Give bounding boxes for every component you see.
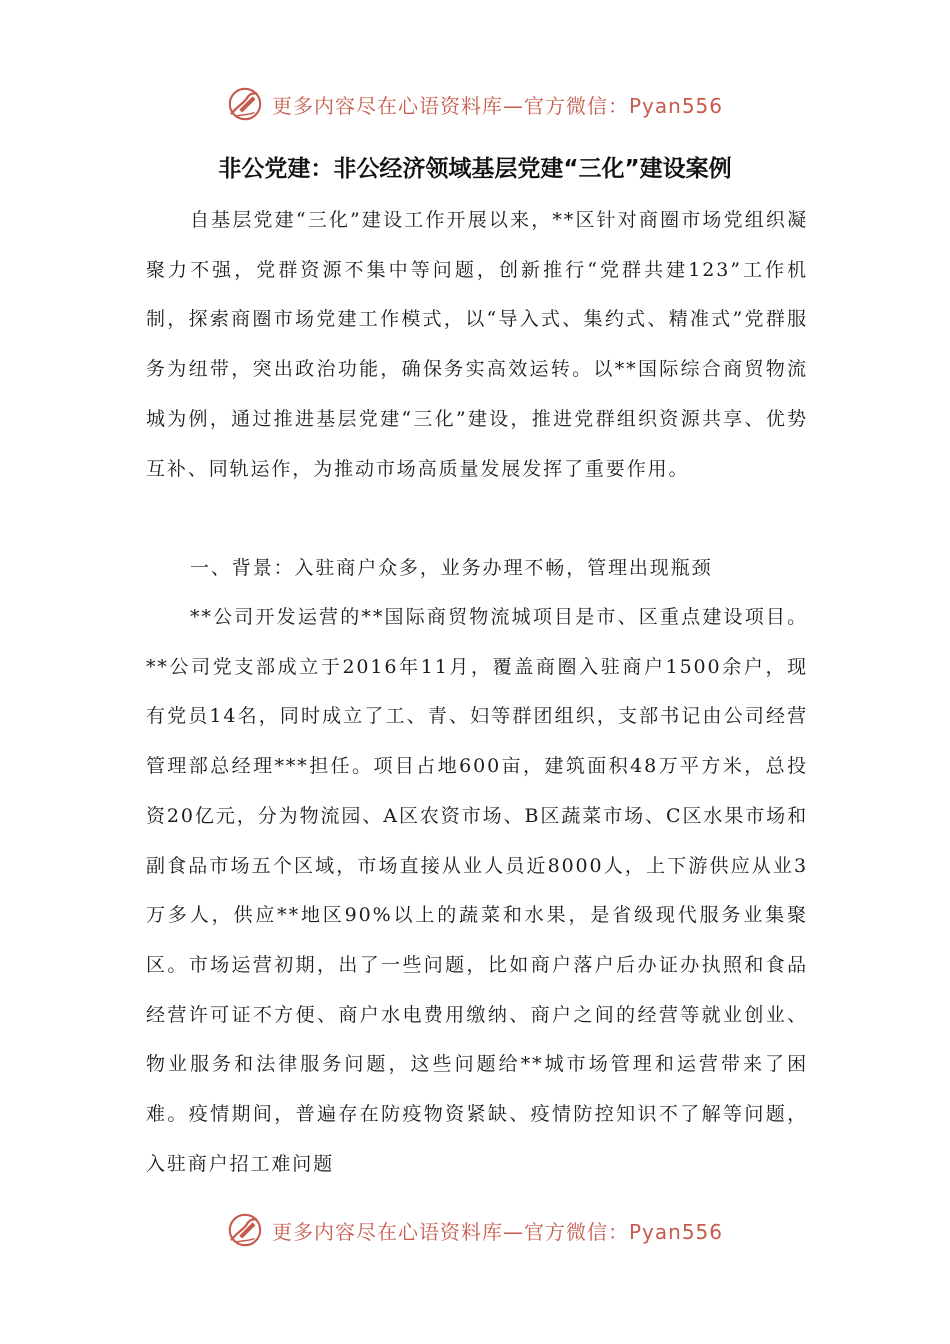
footer-watermark-banner (226, 1208, 726, 1252)
pen-signature-icon (226, 85, 264, 123)
watermark-text: 更多内容尽在心语资料库—官方微信：Pyan556 (272, 93, 724, 118)
header-watermark-banner (226, 82, 726, 126)
section-heading-background: 一、背景：入驻商户众多，业务办理不畅，管理出现瓶颈 (190, 557, 713, 579)
pen-signature-icon (226, 1211, 264, 1249)
document-title: 非公党建：非公经济领域基层党建“三化”建设案例 (218, 156, 732, 182)
paragraph-intro: 自基层党建“三化”建设工作开展以来，**区针对商圈市场党组织凝聚力不强，党群资源不集中等问题，创新推行“党群共建123”工作机制，探索商圈市场党建工作模式，以“导入式、集约式、精准式”党群服务为纽带，突出政治功能，确保务实高效运转。以**国际综合商贸物流城为例，通过推进基层党建“三化”建设，推进党群组织资源共享、优势互补、同轨运作，为推动市场高质量发展发挥了重要作用。 (146, 209, 808, 480)
paragraph-background: **公司开发运营的**国际商贸物流城项目是市、区重点建设项目。**公司党支部成立于2016年11月，覆盖商圈入驻商户1500余户，现有党员14名，同时成立了工、青、妇等群团组织，支部书记由公司经营管理部总经理***担任。项目占地600亩，建筑面积48万平方米，总投资20亿元，分为物流园、A区农资市场、B区蔬菜市场、C区水果市场和副食品市场五个区域，市场直接从业人员近8000人，上下游供应从业3万多人，供应**地区90%以上的蔬菜和水果，是省级现代服务业集聚区。市场运营初期，出了一些问题，比如商户落户后办证办执照和食品经营许可证不方便、商户水电费用缴纳、商户之间的经营等就业创业、物业服务和法律服务问题，这些问题给**城市场管理和运营带来了困难。疫情期间，普遍存在防疫物资紧缺、疫情防控知识不了解等问题，入驻商户招工难问题 (146, 606, 808, 1175)
watermark-text: 更多内容尽在心语资料库—官方微信：Pyan556 (272, 1219, 724, 1244)
